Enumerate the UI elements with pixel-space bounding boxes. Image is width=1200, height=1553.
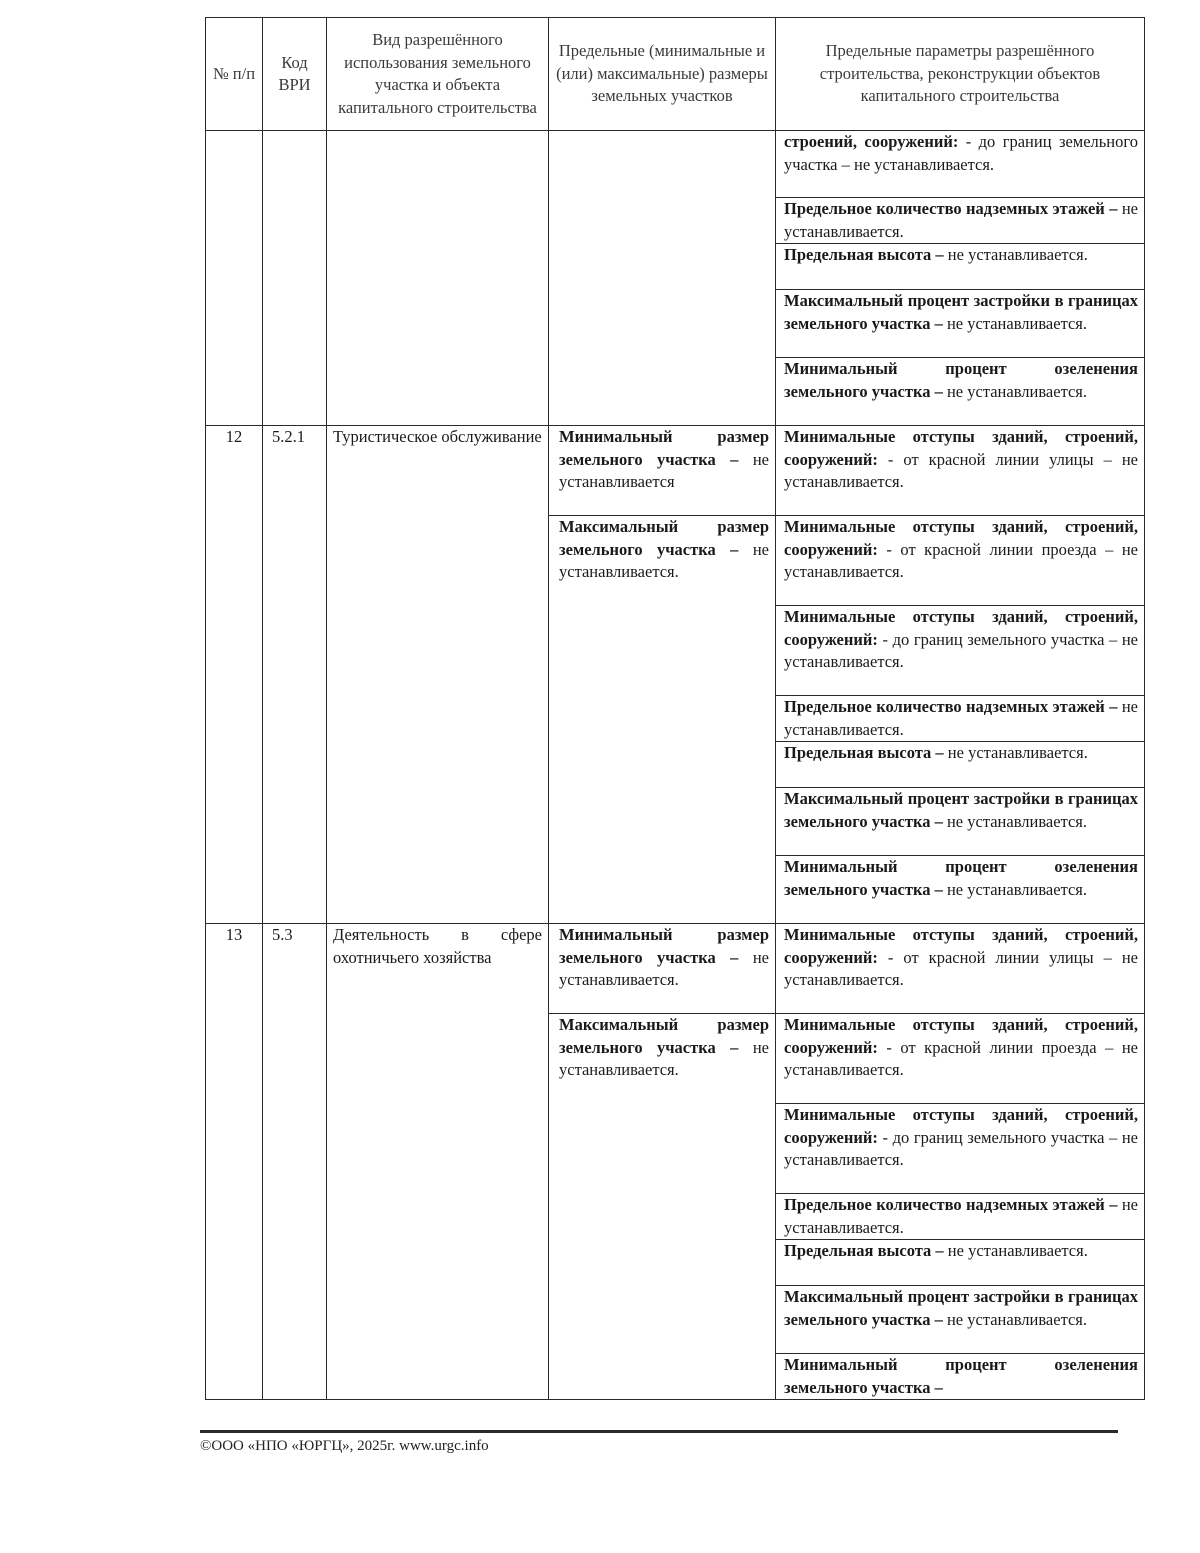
plot-size-heading: Максимальный размер земельного участка – bbox=[559, 517, 769, 559]
parameter-heading: Предельная высота – bbox=[784, 743, 944, 762]
parameter-value: не устанавливается. bbox=[946, 381, 1088, 401]
parameter-cell bbox=[776, 1354, 1145, 1400]
plot-size-heading: Максимальный размер земельного участка – bbox=[559, 1015, 769, 1057]
plot-size-value: не устанавливается. bbox=[559, 1037, 769, 1079]
parameter-cell bbox=[776, 198, 1145, 244]
parameter-heading: Минимальные отступы зданий, строений, сооружений: bbox=[784, 1105, 1138, 1147]
parameter-heading: Минимальный процент озеленения земельного участка – bbox=[784, 359, 1138, 401]
header-num: № п/п bbox=[206, 18, 263, 131]
plot-size-cell bbox=[549, 426, 776, 516]
parameter-heading: Минимальный процент озеленения земельного участка – bbox=[784, 857, 1138, 899]
use-type-name: Туристическое обслуживание bbox=[327, 426, 549, 924]
parameter-heading: Минимальные отступы зданий, строений, сооружений: bbox=[784, 607, 1138, 649]
plot-size-cell bbox=[549, 1014, 776, 1400]
parameter-heading: Предельное количество надземных этажей – bbox=[784, 199, 1118, 218]
parameter-heading: строений, сооружений: bbox=[784, 132, 959, 151]
row-number: 13 bbox=[206, 924, 263, 1400]
parameter-cell bbox=[776, 358, 1145, 426]
parameter-heading: Минимальные отступы зданий, строений, сооружений: bbox=[784, 427, 1138, 469]
parameter-value: не устанавливается. bbox=[946, 1309, 1088, 1329]
parameter-heading: Предельная высота – bbox=[784, 1241, 944, 1260]
parameter-heading: Предельная высота – bbox=[784, 245, 944, 264]
parameter-value: - от красной линии проезда – не устанавливается. bbox=[784, 1037, 1139, 1079]
table-row bbox=[206, 131, 1145, 198]
parameter-value: не устанавливается. bbox=[946, 313, 1088, 333]
parameter-cell bbox=[776, 1286, 1145, 1354]
parameter-value: - от красной линии улицы – не устанавливается. bbox=[784, 947, 1138, 989]
parameter-heading: Минимальные отступы зданий, строений, сооружений: bbox=[784, 925, 1138, 967]
parameter-cell bbox=[776, 244, 1145, 290]
parameter-cell bbox=[776, 426, 1145, 516]
parameter-heading: Максимальный процент застройки в границах земельного участка – bbox=[784, 789, 1138, 831]
parameter-value: не устанавливается. bbox=[947, 245, 1088, 264]
table-body bbox=[206, 131, 1145, 1400]
parameter-value: не устанавливается. bbox=[784, 1195, 1138, 1237]
header-vid: Вид разрешённого использования земельного участка и объекта капитального строительства bbox=[327, 18, 549, 131]
parameter-value: - от красной линии улицы – не устанавливается. bbox=[784, 449, 1138, 491]
parameter-value: не устанавливается. bbox=[946, 811, 1088, 831]
parameter-heading: Минимальные отступы зданий, строений, сооружений: bbox=[784, 1015, 1138, 1057]
parameter-value: не устанавливается. bbox=[947, 743, 1088, 762]
use-type-name bbox=[327, 131, 549, 426]
row-number: 12 bbox=[206, 426, 263, 924]
parameter-cell bbox=[776, 788, 1145, 856]
plot-size-cell bbox=[549, 131, 776, 426]
vri-code: 5.3 bbox=[263, 924, 327, 1400]
parameter-value: - до границ земельного участка – не устанавливается. bbox=[784, 629, 1138, 671]
parameter-value: - от красной линии проезда – не устанавливается. bbox=[784, 539, 1139, 581]
parameter-value: не устанавливается. bbox=[784, 199, 1138, 241]
parameter-heading: Предельное количество надземных этажей – bbox=[784, 1195, 1118, 1214]
row-number bbox=[206, 131, 263, 426]
parameter-heading: Максимальный процент застройки в границах земельного участка – bbox=[784, 291, 1138, 333]
parameter-cell bbox=[776, 1014, 1145, 1104]
header-sizes: Предельные (минимальные и (или) максимальные) размеры земельных участков bbox=[549, 18, 776, 131]
footer-copyright: ©ООО «НПО «ЮРГЦ», 2025г. www.urgc.info bbox=[200, 1438, 489, 1454]
table-header-row bbox=[206, 18, 1145, 131]
vri-code bbox=[263, 131, 327, 426]
use-type-name: Деятельность в сфере охотничьего хозяйства bbox=[327, 924, 549, 1400]
footer-divider bbox=[200, 1430, 1118, 1433]
parameter-cell bbox=[776, 606, 1145, 696]
header-code: Код ВРИ bbox=[263, 18, 327, 131]
table-row bbox=[206, 426, 1145, 516]
header-params: Предельные параметры разрешённого строительства, реконструкции объектов капитального строительства bbox=[776, 18, 1145, 131]
regulations-table bbox=[205, 17, 1145, 1400]
plot-size-value: не устанавливается. bbox=[559, 947, 769, 989]
parameter-cell bbox=[776, 290, 1145, 358]
parameter-value: не устанавливается. bbox=[947, 1241, 1088, 1260]
parameter-heading: Минимальный процент озеленения земельного участка – bbox=[784, 1355, 1138, 1397]
parameter-heading: Минимальные отступы зданий, строений, сооружений: bbox=[784, 517, 1138, 559]
parameter-value: - до границ земельного участка – не устанавливается. bbox=[784, 132, 1138, 174]
parameter-heading: Максимальный процент застройки в границах земельного участка – bbox=[784, 1287, 1138, 1329]
plot-size-heading: Минимальный размер земельного участка – bbox=[559, 427, 769, 469]
plot-size-heading: Минимальный размер земельного участка – bbox=[559, 925, 769, 967]
plot-size-value: не устанавливается bbox=[559, 449, 769, 491]
parameter-cell bbox=[776, 516, 1145, 606]
parameter-value: не устанавливается. bbox=[784, 697, 1138, 739]
parameter-cell bbox=[776, 1240, 1145, 1286]
table-row bbox=[206, 924, 1145, 1014]
parameter-heading: Предельное количество надземных этажей – bbox=[784, 697, 1118, 716]
vri-code: 5.2.1 bbox=[263, 426, 327, 924]
parameter-cell bbox=[776, 131, 1145, 198]
parameter-cell bbox=[776, 924, 1145, 1014]
parameter-value: - до границ земельного участка – не устанавливается. bbox=[784, 1127, 1138, 1169]
parameter-cell bbox=[776, 742, 1145, 788]
plot-size-cell bbox=[549, 924, 776, 1014]
parameter-cell bbox=[776, 1104, 1145, 1194]
parameter-cell bbox=[776, 856, 1145, 924]
parameter-cell bbox=[776, 1194, 1145, 1240]
plot-size-cell bbox=[549, 516, 776, 924]
plot-size-value: не устанавливается. bbox=[559, 539, 769, 581]
parameter-cell bbox=[776, 696, 1145, 742]
parameter-value: не устанавливается. bbox=[946, 879, 1088, 899]
